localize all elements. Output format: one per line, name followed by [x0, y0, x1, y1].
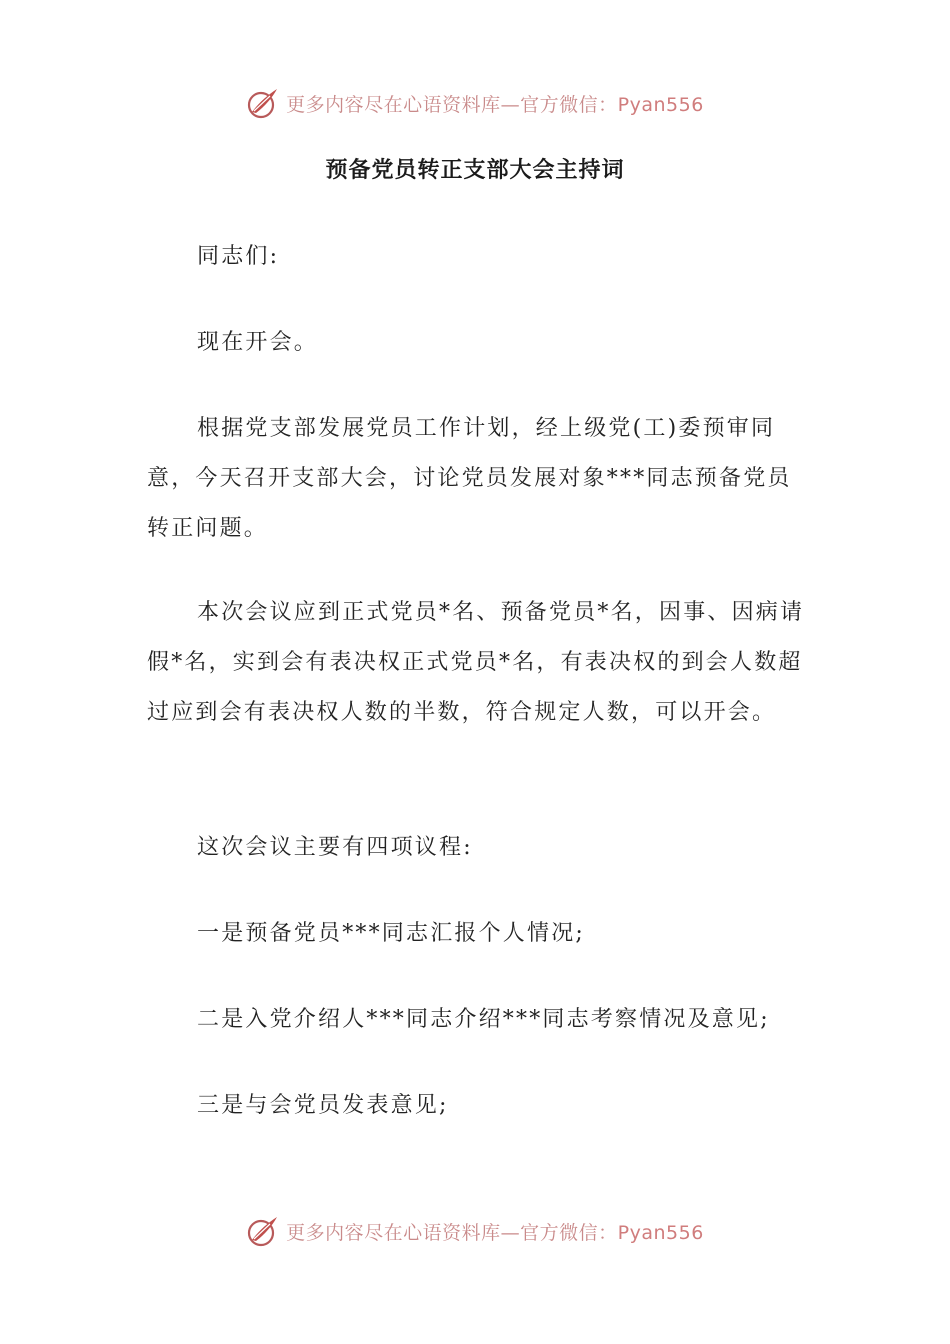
watermark-text: 更多内容尽在心语资料库—官方微信： [286, 93, 618, 116]
paragraph-opening: 现在开会。 [197, 330, 319, 355]
paragraph-agenda-intro: 这次会议主要有四项议程: [197, 835, 473, 860]
paragraph-agenda-item-1: 一是预备党员***同志汇报个人情况; [197, 921, 586, 946]
paragraph-agenda-item-3: 三是与会党员发表意见; [197, 1093, 449, 1118]
quill-logo-icon [246, 86, 280, 120]
watermark-wechat-id: Pyan556 [617, 93, 704, 116]
paragraph-attendance: 本次会议应到正式党员*名、预备党员*名，因事、因病请假*名，实到会有表决权正式党员*名，有表决权的到会人数超过应到会有表决权人数的半数，符合规定人数，可以开会。 [147, 600, 805, 725]
watermark-text: 更多内容尽在心语资料库—官方微信： [286, 1221, 618, 1244]
paragraph-agenda-item-2: 二是入党介绍人***同志介绍***同志考察情况及意见; [197, 1007, 770, 1032]
paragraph-purpose: 根据党支部发展党员工作计划，经上级党(工)委预审同意，今天召开支部大会，讨论党员发展对象***同志预备党员转正问题。 [147, 416, 792, 541]
paragraph-greeting: 同志们: [197, 244, 280, 269]
footer-watermark [0, 1211, 950, 1251]
watermark-wechat-id: Pyan556 [617, 1221, 704, 1244]
quill-logo-icon [246, 1214, 280, 1248]
document-title: 预备党员转正支部大会主持词 [325, 158, 625, 183]
header-watermark [0, 83, 950, 123]
